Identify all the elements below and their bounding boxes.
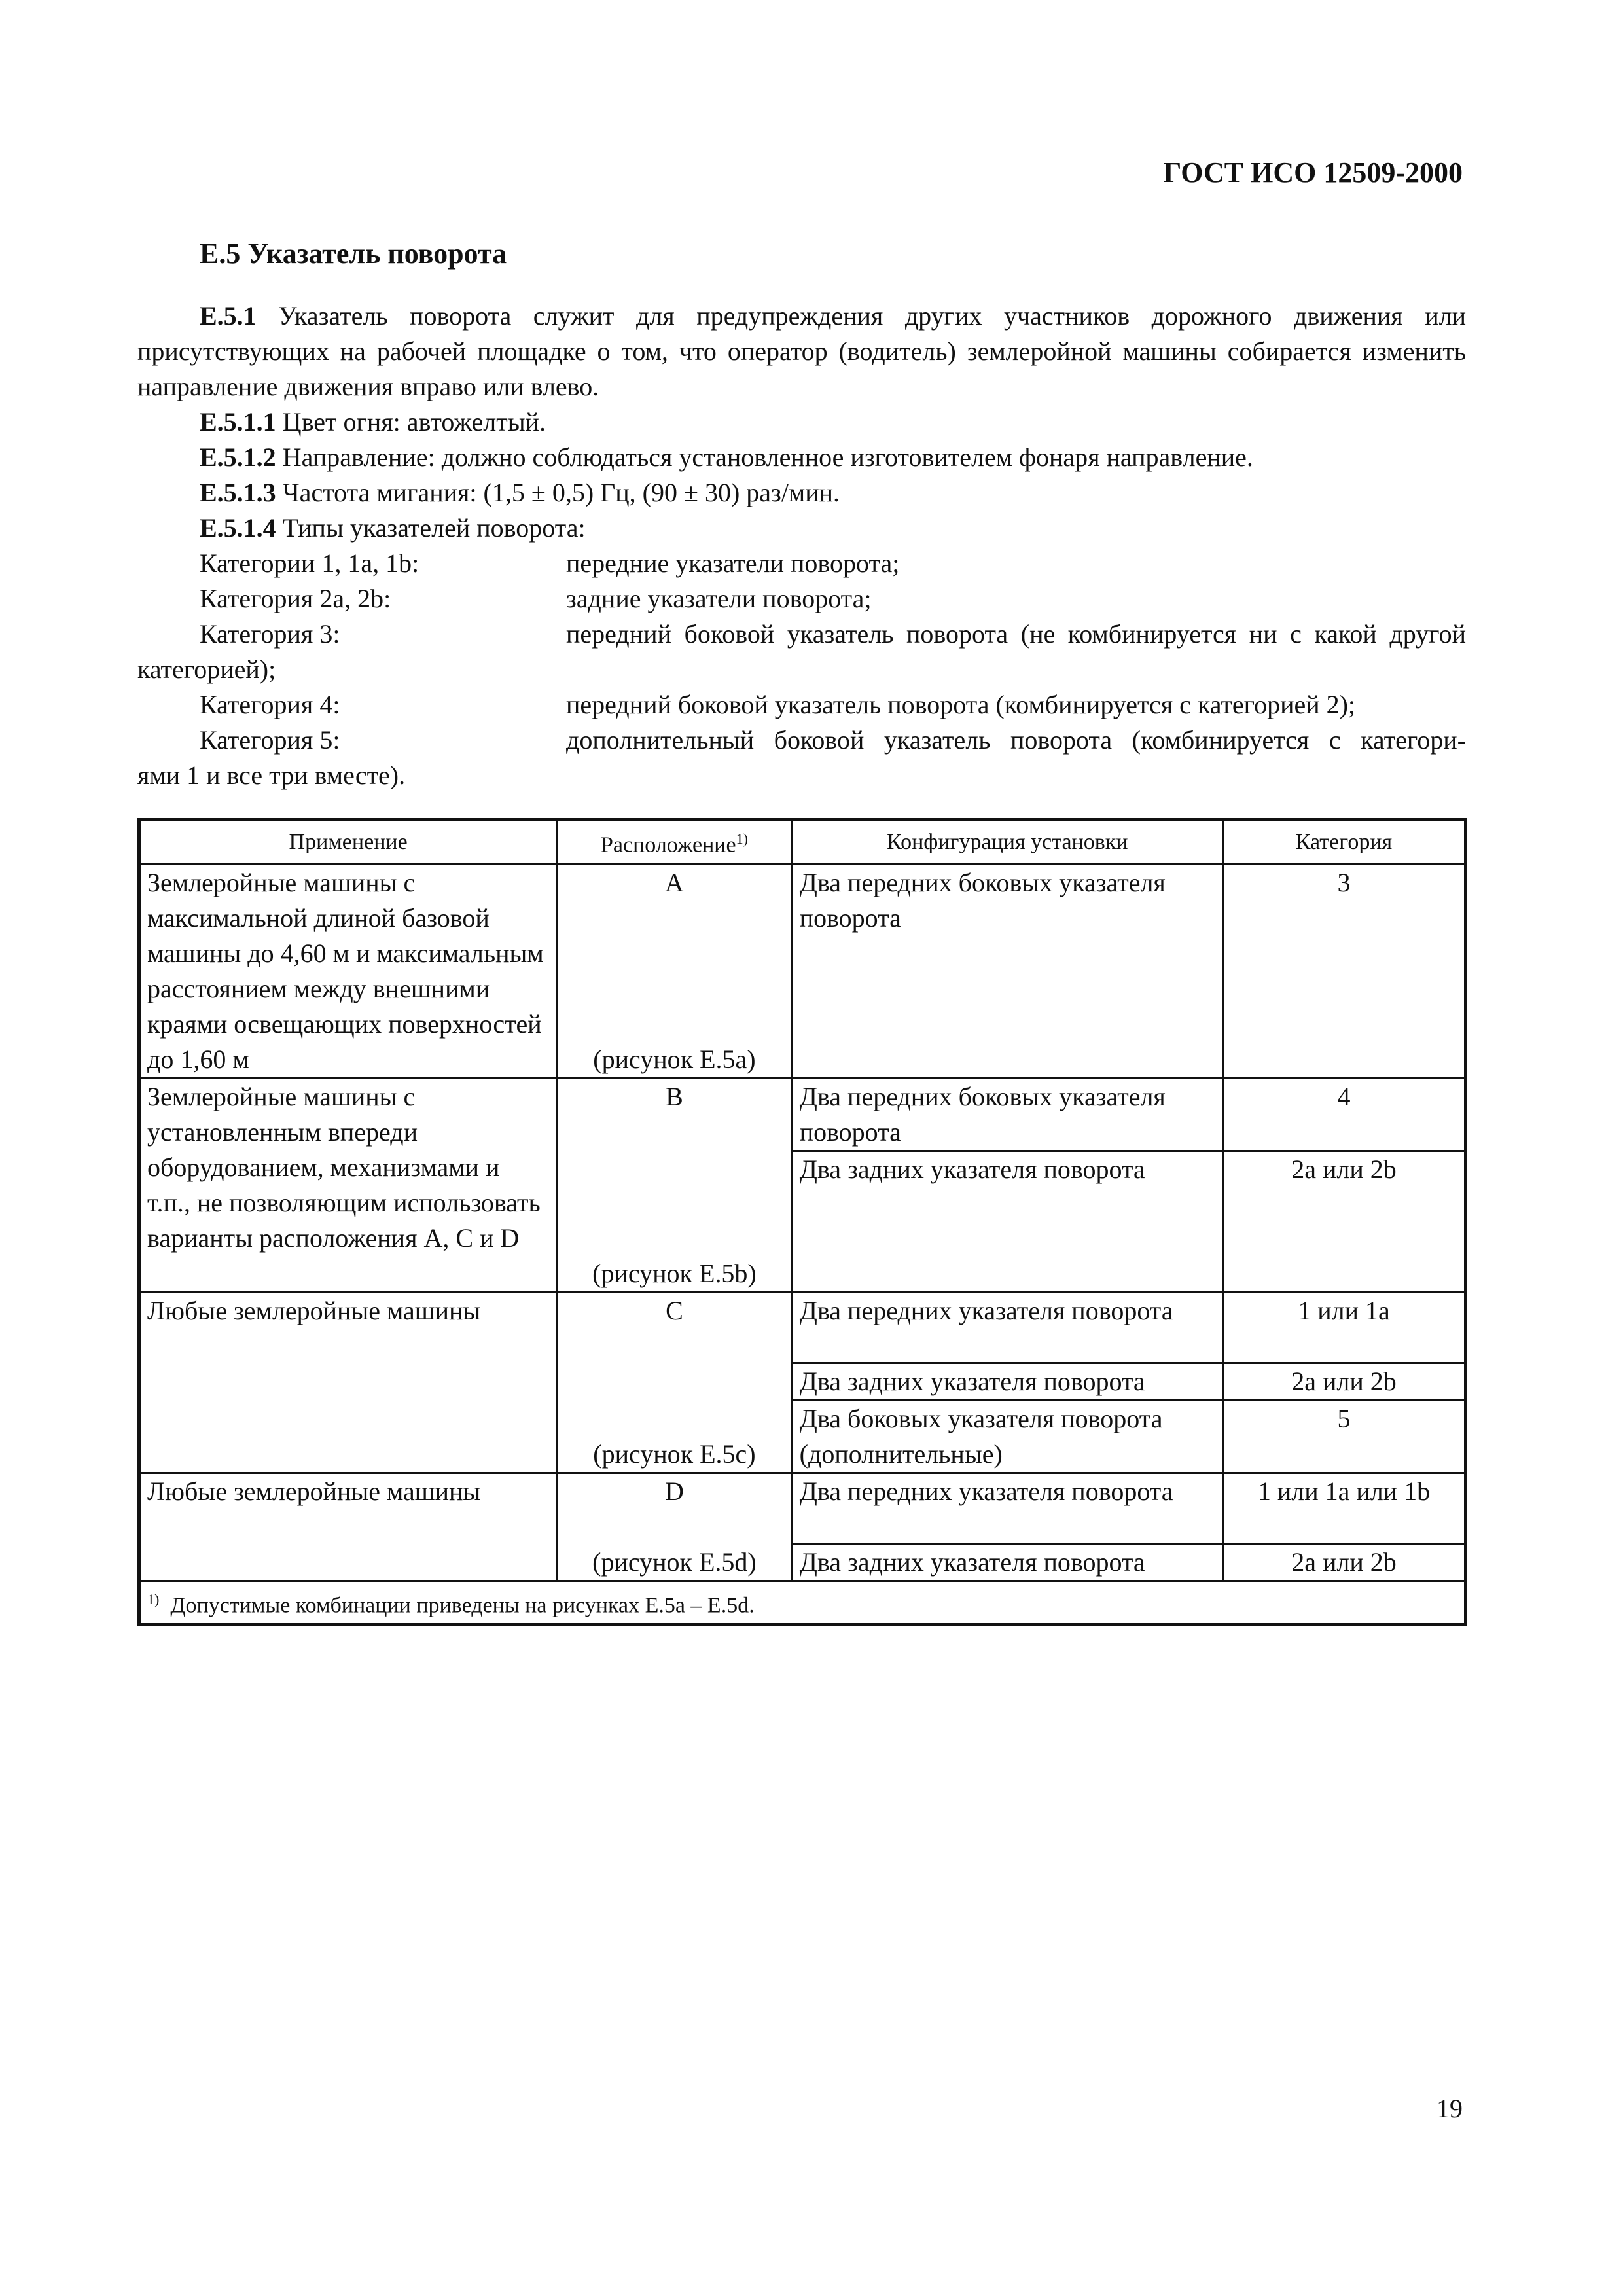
figure-reference: (рисунок Е.5b): [592, 1259, 757, 1288]
location-letter: B: [666, 1082, 683, 1111]
application-cell: Любые землеройные машины: [139, 1293, 557, 1473]
table-footnote: [139, 1581, 1466, 1625]
clause-number: Е.5.1.2: [200, 442, 276, 472]
category-cell: 2а или 2b: [1222, 1151, 1465, 1293]
category-cell: 3: [1222, 865, 1465, 1079]
category-label: Категория 2a, 2b:: [200, 584, 391, 613]
category-label: Категория 4:: [200, 690, 340, 719]
paragraph-e-5-1-1: [137, 404, 1466, 440]
clause-number: Е.5.1.1: [200, 407, 276, 437]
table-row: [139, 1079, 1466, 1151]
table-header-row: [139, 820, 1466, 865]
configuration-cell: Два боковых указателя поворота (дополнительные): [792, 1401, 1222, 1473]
category-list: [137, 546, 1466, 793]
header-configuration: Конфигурация установки: [792, 820, 1222, 865]
footnote-text: Допустимые комбинации приведены на рисунках Е.5а – Е.5d.: [170, 1593, 755, 1618]
header-category: Категория: [1222, 820, 1465, 865]
application-cell: Землеройные машины с установленным впереди оборудованием, механизмами и т.п., не позволяющим использовать варианты расположения А, С и D: [139, 1079, 557, 1293]
category-cell: 2а или 2b: [1222, 1363, 1465, 1401]
location-letter: C: [666, 1296, 683, 1325]
section-title: Е.5 Указатель поворота: [200, 238, 507, 270]
paragraph-e-5-1-3: [137, 475, 1466, 511]
category-label: Категория 3:: [200, 619, 340, 649]
category-description: передние указатели поворота;: [566, 548, 900, 578]
configuration-cell: Два задних указателя поворота: [792, 1151, 1222, 1293]
category-cell: 1 или 1a или 1b: [1222, 1473, 1465, 1544]
category-label: Категории 1, 1a, 1b:: [200, 548, 419, 578]
location-cell: [557, 1079, 792, 1293]
paragraph-e-5-1: [137, 298, 1466, 404]
document-id: ГОСТ ИСО 12509-2000: [1163, 156, 1463, 188]
clause-number: Е.5.1.4: [200, 513, 276, 543]
category-description: задние указатели поворота;: [566, 584, 872, 613]
table-row: [139, 1473, 1466, 1544]
clause-text: Типы указателей поворота:: [276, 513, 586, 543]
clause-text: Указатель поворота служит для предупреждения других участников дорожного движения или присутствующих на рабочей площадке о том, что оператор (водитель) землеройной машины собирается изменить направление движения вправо или влево.: [137, 301, 1466, 401]
paragraph-e-5-1-2: [137, 440, 1466, 475]
category-item: [137, 617, 1466, 652]
category-cell: 1 или 1a: [1222, 1293, 1465, 1363]
figure-reference: (рисунок Е.5а): [593, 1045, 756, 1074]
category-continuation: категорией);: [137, 655, 276, 684]
body-text: [137, 298, 1466, 793]
configuration-cell: Два передних боковых указателя поворота: [792, 865, 1222, 1079]
category-label: Категория 5:: [200, 725, 340, 755]
figure-reference: (рисунок Е.5c): [593, 1439, 756, 1469]
application-cell: Любые землеройные машины: [139, 1473, 557, 1581]
table-row: [139, 1293, 1466, 1363]
header-application: Применение: [139, 820, 557, 865]
configuration-cell: Два передних указателя поворота: [792, 1473, 1222, 1544]
category-item: [137, 687, 1466, 723]
configuration-cell: Два задних указателя поворота: [792, 1363, 1222, 1401]
category-cell: 2а или 2b: [1222, 1544, 1465, 1581]
category-description: дополнительный боковой указатель поворота (комбинируется с категори-: [566, 725, 1466, 755]
category-item: [137, 581, 1466, 617]
clause-number: Е.5.1: [200, 301, 257, 331]
configuration-cell: Два передних указателя поворота: [792, 1293, 1222, 1363]
table-footnote-row: [139, 1581, 1466, 1625]
turn-signal-table: [137, 818, 1467, 1626]
category-item: [137, 723, 1466, 758]
location-cell: [557, 1293, 792, 1473]
category-description: передний боковой указатель поворота (не комбинируется ни с какой другой: [566, 619, 1466, 649]
category-cell: 4: [1222, 1079, 1465, 1151]
paragraph-e-5-1-4: [137, 511, 1466, 546]
category-cell: 5: [1222, 1401, 1465, 1473]
location-cell: [557, 1473, 792, 1581]
configuration-cell: Два задних указателя поворота: [792, 1544, 1222, 1581]
location-letter: D: [665, 1477, 684, 1506]
application-cell: Землеройные машины с максимальной длиной базовой машины до 4,60 м и максимальным расстоянием между внешними краями освещающих поверхностей до 1,60 м: [139, 865, 557, 1079]
location-cell: [557, 865, 792, 1079]
clause-text: Направление: должно соблюдаться установленное изготовителем фонаря направление.: [276, 442, 1253, 472]
category-description: передний боковой указатель поворота (комбинируется с категорией 2);: [566, 690, 1356, 719]
clause-text: Цвет огня: автожелтый.: [276, 407, 546, 437]
clause-number: Е.5.1.3: [200, 478, 276, 507]
location-letter: A: [665, 868, 684, 897]
header-location-label: Расположение: [600, 833, 736, 857]
configuration-cell: Два передних боковых указателя поворота: [792, 1079, 1222, 1151]
header-location: [557, 820, 792, 865]
table-row: [139, 865, 1466, 1079]
footnote-mark: 1): [147, 1591, 160, 1607]
footnote-reference: 1): [736, 831, 748, 848]
category-continuation: ями 1 и все три вместе).: [137, 761, 406, 790]
figure-reference: (рисунок Е.5d): [592, 1547, 757, 1577]
page-number: 19: [1436, 2094, 1463, 2123]
clause-text: Частота мигания: (1,5 ± 0,5) Гц, (90 ± 30) раз/мин.: [276, 478, 840, 507]
category-item: [137, 546, 1466, 581]
